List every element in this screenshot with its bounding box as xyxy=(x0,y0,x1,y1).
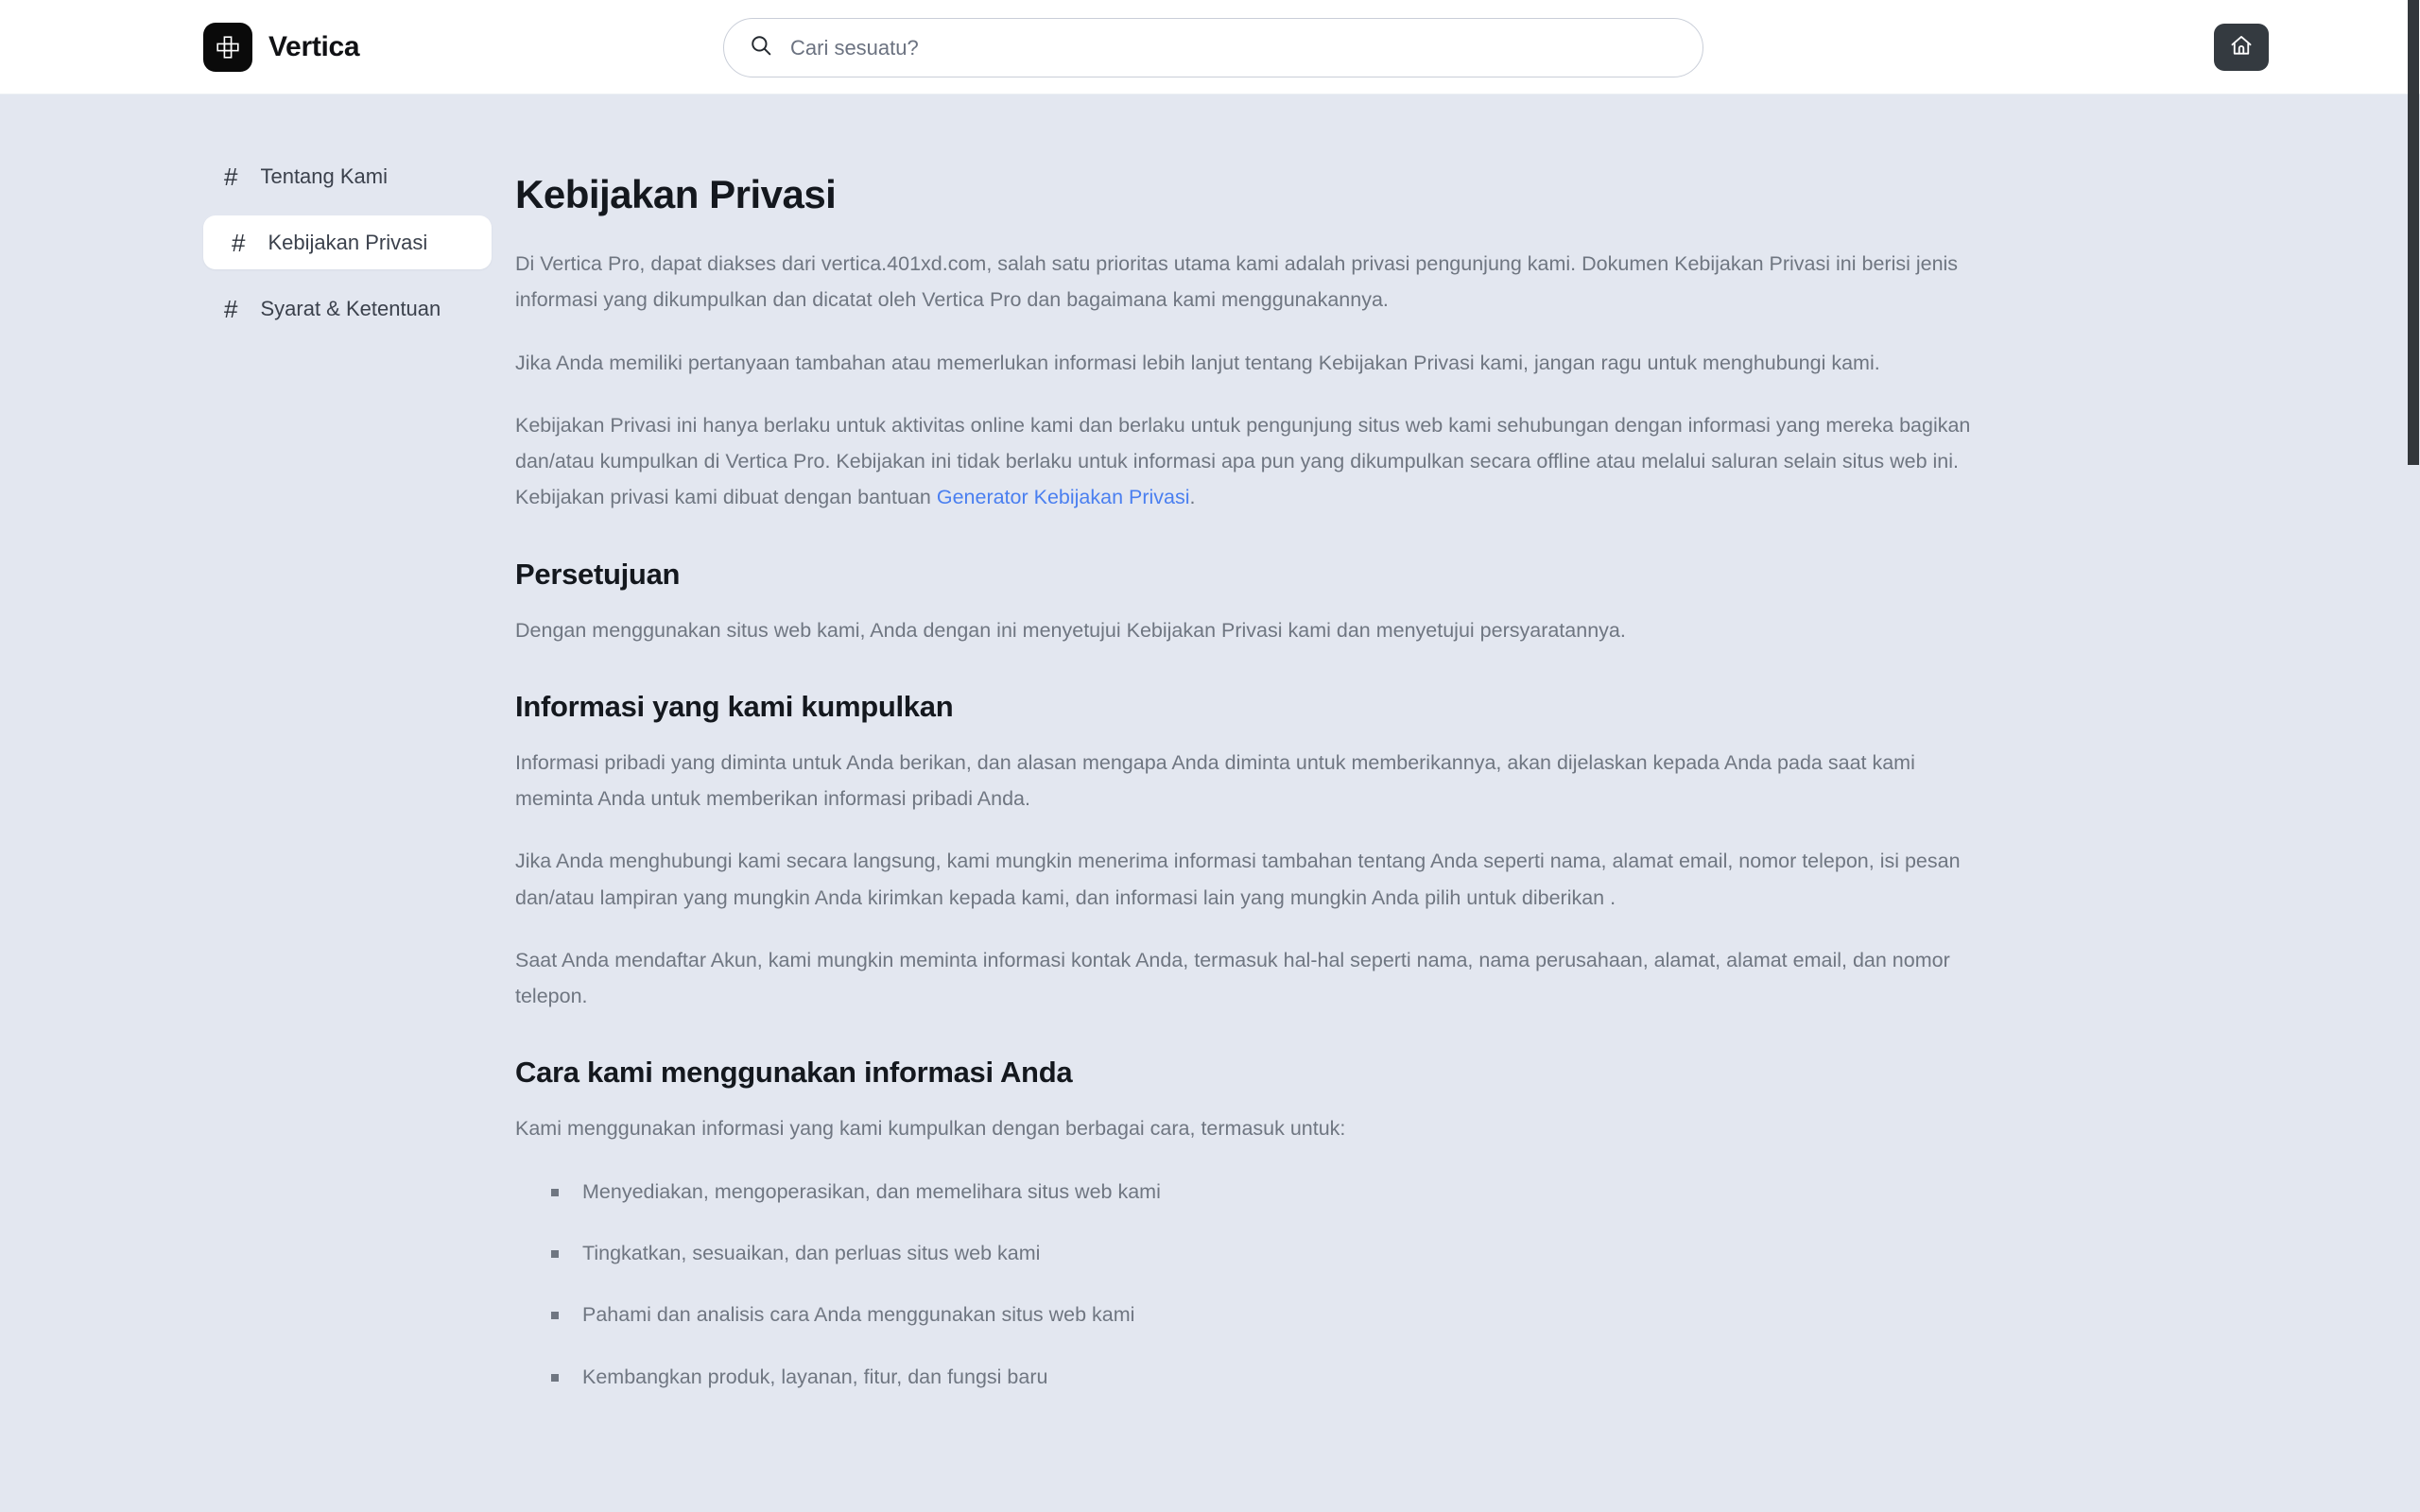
informasi-paragraph-2: Jika Anda menghubungi kami secara langsung, kami mungkin menerima informasi tambahan tentang Anda seperti nama, alamat email, nomor telepon, isi pesan dan/atau lampiran yang mungkin Anda kirimkan kepada kami, dan informasi lain yang mungkin Anda pilih untuk diberikan . xyxy=(515,850,1961,909)
hash-icon: # xyxy=(224,294,238,323)
scope-text-before-link: Kebijakan Privasi ini hanya berlaku untuk aktivitas online kami dan berlaku untuk pengunjung situs web kami sehubungan dengan informasi yang mereka bagikan dan/atau kumpulkan di Vertica Pro. Kebijakan ini tidak berlaku untuk informasi apa pun yang dikumpulkan secara offline atau melalui saluran selain situs web ini. Kebijakan privasi kami dibuat dengan bantuan xyxy=(515,413,1971,509)
scope-paragraph xyxy=(515,407,1995,516)
contact-paragraph: Jika Anda memiliki pertanyaan tambahan atau memerlukan informasi lebih lanjut tentang Kebijakan Privasi kami, jangan ragu untuk menghubungi kami. xyxy=(515,351,1880,374)
page-scrollbar[interactable] xyxy=(2407,0,2420,1512)
brand[interactable] xyxy=(203,23,359,72)
search-icon xyxy=(749,33,773,62)
hash-icon: # xyxy=(232,228,246,257)
sidebar-item-label: Kebijakan Privasi xyxy=(268,230,428,254)
informasi-paragraph-3: Saat Anda mendaftar Akun, kami mungkin meminta informasi kontak Anda, termasuk hal-hal seperti nama, nama perusahaan, alamat, alamat email, dan nomor telepon. xyxy=(515,948,1950,1008)
sidebar-item-label: Syarat & Ketentuan xyxy=(260,296,441,320)
sidebar-item-syarat-ketentuan[interactable] xyxy=(203,282,492,335)
main-content xyxy=(515,115,2207,1420)
cara-paragraph: Kami menggunakan informasi yang kami kumpulkan dengan berbagai cara, termasuk untuk: xyxy=(515,1117,1346,1141)
search-box[interactable] xyxy=(723,18,1703,77)
scrollbar-thumb[interactable] xyxy=(2408,0,2419,465)
brand-name: Vertica xyxy=(268,30,360,62)
privacy-policy-generator-link[interactable]: Generator Kebijakan Privasi xyxy=(936,486,1190,509)
usage-list xyxy=(515,1174,1995,1395)
list-item: Kembangkan produk, layanan, fitur, dan fungsi baru xyxy=(551,1359,1995,1395)
persetujuan-paragraph: Dengan menggunakan situs web kami, Anda dengan ini menyetujui Kebijakan Privasi kami dan menyetujui persyaratannya. xyxy=(515,618,1626,642)
hash-icon: # xyxy=(224,162,238,191)
intro-paragraph: Di Vertica Pro, dapat diakses dari vertica.401xd.com, salah satu prioritas utama kami adalah privasi pengunjung kami. Dokumen Kebijakan Privasi ini berisi jenis informasi yang dikumpulkan dan dicatat oleh Vertica Pro dan bagaimana kami menggunakannya. xyxy=(515,252,1959,312)
search-container xyxy=(723,18,1703,77)
header-actions xyxy=(2214,24,2269,71)
page-title: Kebijakan Privasi xyxy=(515,172,837,216)
app-header xyxy=(0,0,2420,94)
sidebar xyxy=(0,115,515,348)
section-heading-persetujuan: Persetujuan xyxy=(515,557,681,591)
informasi-paragraph-1: Informasi pribadi yang diminta untuk Anda berikan, dan alasan mengapa Anda diminta untuk memberikannya, akan dijelaskan kepada Anda pada saat kami meminta Anda untuk memberikan informasi pribadi Anda. xyxy=(515,750,1915,811)
section-heading-cara: Cara kami menggunakan informasi Anda xyxy=(515,1056,1073,1090)
list-item: Pahami dan analisis cara Anda menggunakan situs web kami xyxy=(551,1297,1995,1332)
page-body xyxy=(0,94,2420,1512)
home-icon xyxy=(2229,33,2254,60)
section-heading-informasi: Informasi yang kami kumpulkan xyxy=(515,689,954,723)
sidebar-item-tentang-kami[interactable] xyxy=(203,149,492,203)
home-button[interactable] xyxy=(2214,24,2269,71)
list-item: Menyediakan, mengoperasikan, dan memelihara situs web kami xyxy=(551,1174,1995,1210)
vertica-grid-logo-icon xyxy=(203,23,252,72)
list-item: Tingkatkan, sesuaikan, dan perluas situs web kami xyxy=(551,1235,1995,1271)
search-input[interactable] xyxy=(790,19,1678,77)
sidebar-item-kebijakan-privasi[interactable] xyxy=(203,215,492,269)
scope-text-after-link: . xyxy=(1189,486,1196,509)
sidebar-item-label: Tentang Kami xyxy=(260,163,388,188)
